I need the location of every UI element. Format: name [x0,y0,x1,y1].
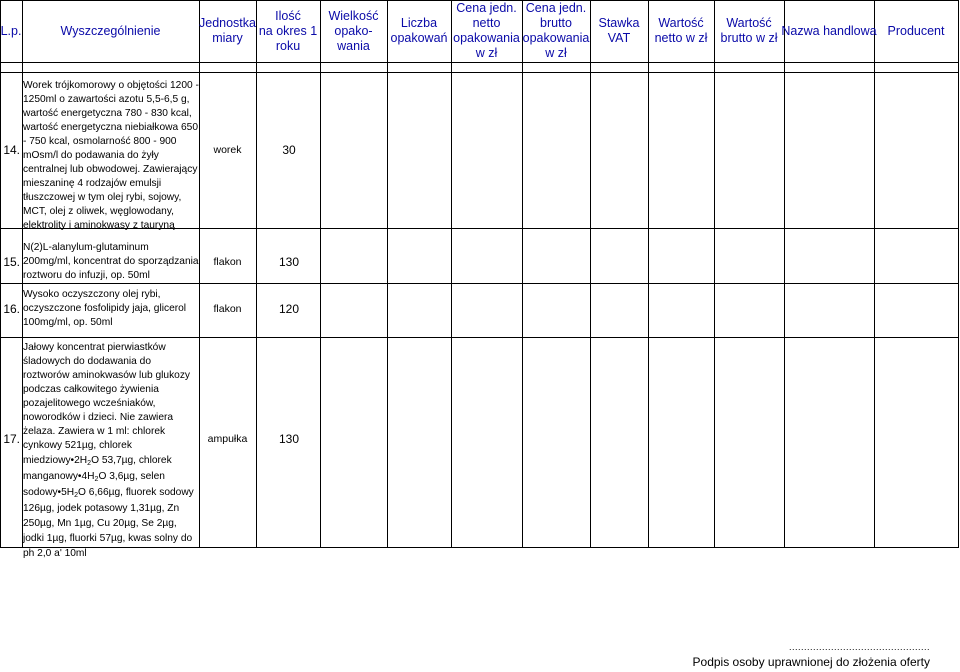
row-17-description: Jałowy koncentrat pierwiastków śladowych do dodawania do roztworów aminokwasów lub glukozy podczas całkowitego żywienia pozajelitowego wcześniaków, noworodków i dzieci. Nie zawiera żelaza. Zawiera w 1 ml: chlorek cynkowy 521µg, chlorek $miedziowy•2H_2O$ 53,7µg, chlorek $manganowy•4H_2O$ 3,6µg, selen $sodowy•5H_2O$ 6,66µg, fluorek sodowy 126µg, jodek potasowy 1,31µg, Zn 250µg, Mn 1µg, Cu 20µg, Se 2µg, jodki 1µg, fluorki 57µg, kwas solny do ph 2,0 a' 10ml [23,342,194,559]
row-line-4 [0,283,959,284]
row-15-quantity: 130 [278,255,300,269]
col-line-5 [387,0,388,548]
col-line-11 [784,0,785,548]
col-line-10 [714,0,715,548]
row-17-number: 17. [3,432,20,446]
col-line-4 [320,0,321,548]
row-17-quantity: 130 [278,432,300,446]
col-line-7 [522,0,523,548]
col-line-2 [199,0,200,548]
row-14-number: 14. [3,143,20,157]
col-line-3 [256,0,257,548]
header-quantity: Ilość na okres 1 roku [258,8,318,53]
row-14-unit: worek [213,144,242,156]
header-net-value: Wartość netto w zł [654,16,708,45]
col-line-0 [0,0,1,548]
col-line-9 [648,0,649,548]
col-line-6 [451,0,452,548]
row-line-2 [0,72,959,73]
row-16-number: 16. [3,302,20,316]
signature-label: Podpis osoby uprawnionej do złożenia oferty [692,655,930,669]
row-line-1 [0,62,959,63]
row-line-5 [0,337,959,338]
row-17-unit: ampułka [207,433,248,445]
header-producer: Producent [887,23,945,38]
header-gross-value: Wartość brutto w zł [720,16,778,45]
row-16-description: Wysoko oczyszczony olej rybi, oczyszczone fosfolipidy jaja, glicerol 100mg/ml, op. 50ml [23,289,187,328]
row-15-unit: flakon [213,256,242,268]
row-16-unit: flakon [213,303,242,315]
header-net-unit-price: Cena jedn. netto opakowania w zł [453,1,520,60]
row-15-number: 15. [3,255,20,269]
header-description: Wyszczególnienie [60,23,161,38]
header-gross-unit-price: Cena jedn. brutto opakowania w zł [522,1,590,60]
col-line-13 [958,0,959,548]
header-lp: L.p. [0,23,22,38]
row-14-quantity: 30 [282,143,296,157]
header-trade-name: Nazwa handlowa [781,23,877,38]
row-14-description: Worek trójkomorowy o objętości 1200 - 1250ml o zawartości azotu 5,5-6,5 g, wartość energetyczna 780 - 830 kcal, wartość energetyczna niebiałkowa 650 - 750 kcal, osmolarność 800 - 900 mOsm/l do podawania do żyły centralnej lub obwodowej. Zawierający mieszaninę 4 rodzajów emulsji tłuszczowej w tym olej rybi, sojowy, MCT, olej z oliwek, węglowodany, elektrolity i aminokwasy z tauryną [23,80,199,231]
header-unit: Jednostka miary [199,16,256,45]
header-package-count: Liczba opakowań [390,16,448,45]
col-line-12 [874,0,875,548]
row-16-quantity: 120 [278,302,300,316]
row-15-description: N(2)L-alanylum-glutaminum 200mg/ml, koncentrat do sporządzania roztworu do infuzji, op. 50ml [23,242,199,281]
header-package-size: Wielkość opako- wania [328,8,379,53]
signature-dots: ............................................... [788,642,930,652]
col-line-8 [590,0,591,548]
header-vat-rate: Stawka VAT [598,16,640,45]
